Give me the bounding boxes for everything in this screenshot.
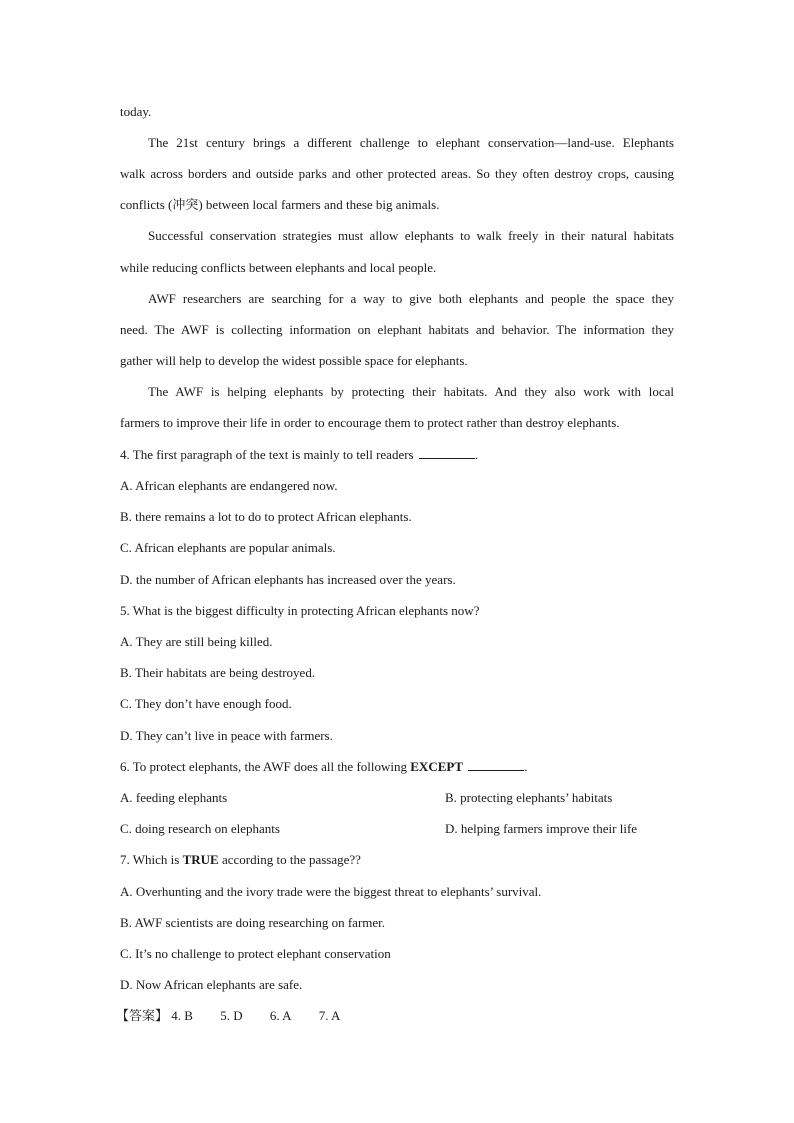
question-7-text: 7. Which is [120,852,180,867]
passage-line: need. The AWF is collecting information on elephant habitats and behavior. The information they [120,322,674,337]
question-7-text-end: according to the passage?? [221,852,361,867]
passage-line: walk across borders and outside parks and other protected areas. So they often destroy crops, causing [120,166,674,181]
question-7-keyword: TRUE [182,852,219,867]
question-6-stem [120,757,674,777]
option-5c: C. They don’t have enough food. [120,696,292,711]
answer-item: 7. A [318,1008,341,1023]
option-5d: D. They can’t live in peace with farmers. [120,728,333,743]
option-5b: B. Their habitats are being destroyed. [120,665,316,680]
answer-label: 【答案】 [116,1009,169,1024]
passage-line: AWF researchers are searching for a way to give both elephants and people the space they [148,291,674,306]
option-6c: C. doing research on elephants [120,821,280,836]
question-7-stem [120,850,674,870]
option-4d: D. the number of African elephants has increased over the years. [120,572,456,587]
passage-line: farmers to improve their life in order to encourage them to protect rather than destroy elephants. [120,415,620,430]
question-6-keyword: EXCEPT [410,759,463,774]
option-6d: D. helping farmers improve their life [445,821,638,836]
option-7c: C. It’s no challenge to protect elephant conservation [120,946,391,961]
question-5-stem: 5. What is the biggest difficulty in protecting African elephants now? [120,603,480,618]
option-row [120,819,674,839]
passage-line: The 21st century brings a different challenge to elephant conservation—land-use. Elephants [148,135,674,150]
question-4-stem [120,445,674,465]
passage-line: The AWF is helping elephants by protecting their habitats. And they also work with local [148,384,674,399]
question-6-text: 6. To protect elephants, the AWF does all the following [120,759,408,774]
question-4-period: . [474,447,479,462]
question-6-period: . [524,759,528,774]
option-7b: B. AWF scientists are doing researching on farmer. [120,915,386,930]
passage-line: conflicts (冲突) between local farmers and these big animals. [120,197,440,212]
option-7d: D. Now African elephants are safe. [120,977,303,992]
option-4a: A. African elephants are endangered now. [120,478,338,493]
option-6a: A. feeding elephants [120,790,228,805]
answer-key [116,1006,670,1027]
option-7a: A. Overhunting and the ivory trade were the biggest threat to elephants’ survival. [120,884,542,899]
answer-blank [419,445,475,459]
option-6b: B. protecting elephants’ habitats [445,790,613,805]
passage-line: gather will help to develop the widest possible space for elephants. [120,353,468,368]
option-5a: A. They are still being killed. [120,634,273,649]
answer-item: 6. A [269,1008,292,1023]
passage-line: while reducing conflicts between elephants and local people. [120,260,437,275]
question-4-text: 4. The first paragraph of the text is mainly to tell readers [120,447,414,462]
option-4c: C. African elephants are popular animals. [120,540,336,555]
answer-item: 5. D [220,1008,243,1023]
option-4b: B. there remains a lot to do to protect African elephants. [120,509,412,524]
passage-line: Successful conservation strategies must allow elephants to walk freely in their natural habitats [148,228,674,243]
answer-item: 4. B [171,1008,193,1023]
passage-line: today. [120,104,152,119]
answer-blank [468,757,524,771]
option-row [120,788,674,808]
